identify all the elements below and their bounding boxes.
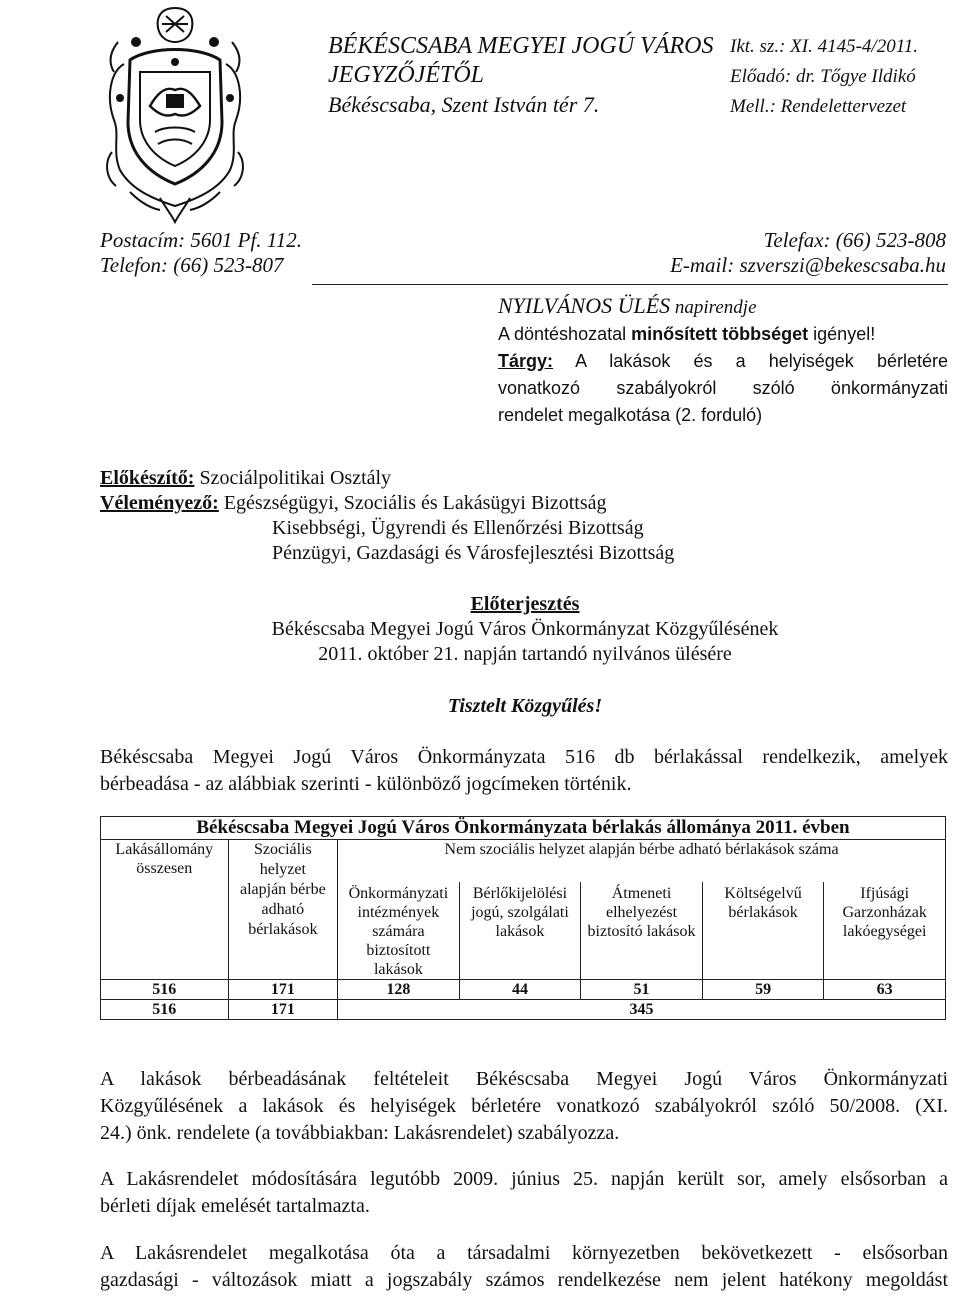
subject: [498, 348, 948, 429]
cell-nonsocial-sum: 345: [338, 1000, 946, 1020]
intro-line-1: Békéscsaba Megyei Jogú Város Önkormányzata 516 db bérlakással rendelkezik, amelyek: [100, 746, 948, 768]
issuing-office: [328, 32, 714, 119]
cell-institutions: 128: [338, 980, 460, 1000]
review-committee-2: Kisebbségi, Ügyrendi és Ellenőrzési Bizottság: [272, 517, 644, 539]
decision-prefix: A döntéshozatal: [498, 324, 627, 344]
contact-right: [670, 228, 946, 278]
subject-line-2: vonatkozó szabályokról szóló önkormányzati: [498, 378, 948, 398]
cell-total: 516: [101, 980, 229, 1000]
attachment: Mell.: Rendelettervezet: [730, 96, 907, 117]
email-address: E-mail: szverszi@bekescsaba.hu: [670, 253, 946, 277]
reviewed-by: [100, 491, 800, 516]
cell-total-2: 516: [101, 1000, 229, 1020]
paragraph-1-line-2: Közgyűlésének a lakások és helyiségek bérletére vonatkozó szabályokról szóló 50/2008. (XI.: [100, 1095, 948, 1117]
postal-address: Postacím: 5601 Pf. 112.: [100, 228, 303, 252]
paragraph-3: [100, 1240, 948, 1294]
decision-majority: minősített többséget: [631, 324, 809, 344]
decision-suffix: igényel!: [813, 324, 876, 344]
paragraph-1-line-3: 24.) önk. rendelete (a továbbiakban: Lakásrendelet) szabályozza.: [100, 1122, 620, 1144]
table-row: [101, 1000, 946, 1020]
subheader-institutions: Önkormányzati intézmények számára biztosított lakások: [338, 882, 460, 980]
subheader-youth-garconnieres: Ifjúsági Garzonházak lakóegységei: [824, 882, 946, 980]
cell-youth: 63: [824, 980, 946, 1000]
cell-service-flats: 44: [459, 980, 581, 1000]
cell-temporary: 51: [581, 980, 703, 1000]
subheader-cost-based: Költségelvű bérlakások: [702, 882, 824, 980]
table-header-row: [101, 840, 946, 883]
prepared-label: Előkészítő:: [100, 467, 195, 489]
city-coat-of-arms: [100, 2, 250, 224]
intro-line-2: bérbeadása - az alábbiak szerinti - különböző jogcímeken történik.: [100, 773, 632, 795]
submission-title: Előterjesztés: [470, 593, 580, 615]
salutation: Tisztelt Közgyűlés!: [447, 695, 603, 717]
preparers-block: [100, 466, 800, 566]
submission-line-1: Békéscsaba Megyei Jogú Város Önkormányzat Közgyűlésének: [271, 618, 779, 640]
session-suffix: napirendje: [674, 297, 757, 318]
prepared-value: Szociálpolitikai Osztály: [199, 467, 392, 489]
cell-cost-based: 59: [702, 980, 824, 1000]
table-title-row: [101, 817, 946, 840]
submission-line-2: 2011. október 21. napján tartandó nyilvános ülésére: [318, 643, 732, 665]
subheader-service-flats: Bérlőkijelölési jogú, szolgálati lakások: [459, 882, 581, 980]
contact-left: [100, 228, 302, 278]
paragraph-3-line-1: A Lakásrendelet megalkotása óta a társadalmi környezetben bekövetkezett - elsősorban: [100, 1242, 948, 1264]
table-row: [101, 980, 946, 1000]
cell-social-2: 171: [228, 1000, 338, 1020]
paragraph-3-line-2: gazdasági - változások miatt a jogszabály számos rendelkezése nem jelent hatékony megoldást: [100, 1269, 948, 1291]
paragraph-2-line-1: A Lakásrendelet módosítására legutóbb 2009. június 25. napján került sor, amely elsősorban a: [100, 1168, 948, 1190]
presenter: Előadó: dr. Tőgye Ildikó: [730, 66, 916, 87]
office-address: Békéscsaba, Szent István tér 7.: [328, 92, 600, 117]
review-committee-1: Egészségügyi, Szociális és Lakásügyi Bizottság: [223, 492, 607, 514]
header-total: Lakásállomány összesen: [101, 840, 229, 980]
review-label: Véleményező:: [100, 492, 219, 514]
housing-stock-table: [100, 816, 946, 1020]
header-social: [228, 840, 338, 980]
reference-number: Ikt. sz.: XI. 4145-4/2011.: [730, 36, 919, 57]
fax-number: Telefax: (66) 523-808: [763, 228, 946, 252]
header-divider: [312, 284, 948, 285]
subject-line-3: rendelet megalkotása (2. forduló): [498, 405, 763, 425]
header-social-line-1: Szociális helyzet: [253, 841, 312, 878]
header-social-line-2: alapján bérbe adható bérlakások: [239, 881, 326, 938]
session-type: NYILVÁNOS ÜLÉS: [498, 293, 671, 318]
header-nonsocial-group: Nem szociális helyzet alapján bérbe adható bérlakások száma: [338, 840, 946, 883]
table-title: Békéscsaba Megyei Jogú Város Önkormányzata bérlakás állománya 2011. évben: [101, 817, 946, 840]
paragraph-2: [100, 1166, 948, 1220]
review-committee-3: Pénzügyi, Gazdasági és Városfejlesztési Bizottság: [272, 542, 675, 564]
phone-number: Telefon: (66) 523-807: [100, 253, 284, 277]
paragraph-1-line-1: A lakások bérbeadásának feltételeit Békéscsaba Megyei Jogú Város Önkormányzati: [100, 1068, 948, 1090]
intro-paragraph: [100, 744, 948, 798]
subject-line-1: [498, 348, 948, 375]
session-line: [498, 292, 948, 321]
paragraph-1: [100, 1066, 948, 1147]
subject-label: Tárgy:: [498, 351, 554, 371]
subheader-temporary: Átmeneti elhelyezést biztosító lakások: [581, 882, 703, 980]
subject-text-1: A lakások és a helyiségek bérletére: [575, 351, 948, 371]
office-name: BÉKÉSCSABA MEGYEI JOGÚ VÁROS: [328, 33, 714, 59]
cell-social: 171: [228, 980, 338, 1000]
prepared-by: [100, 466, 800, 491]
decision-line: [498, 321, 948, 348]
submission-block: [100, 592, 950, 667]
reference-block: [730, 32, 918, 122]
paragraph-2-line-2: bérleti díjak emelését tartalmazta.: [100, 1195, 370, 1217]
agenda-block: [498, 292, 948, 429]
office-role: JEGYZŐJÉTŐL: [328, 62, 485, 88]
